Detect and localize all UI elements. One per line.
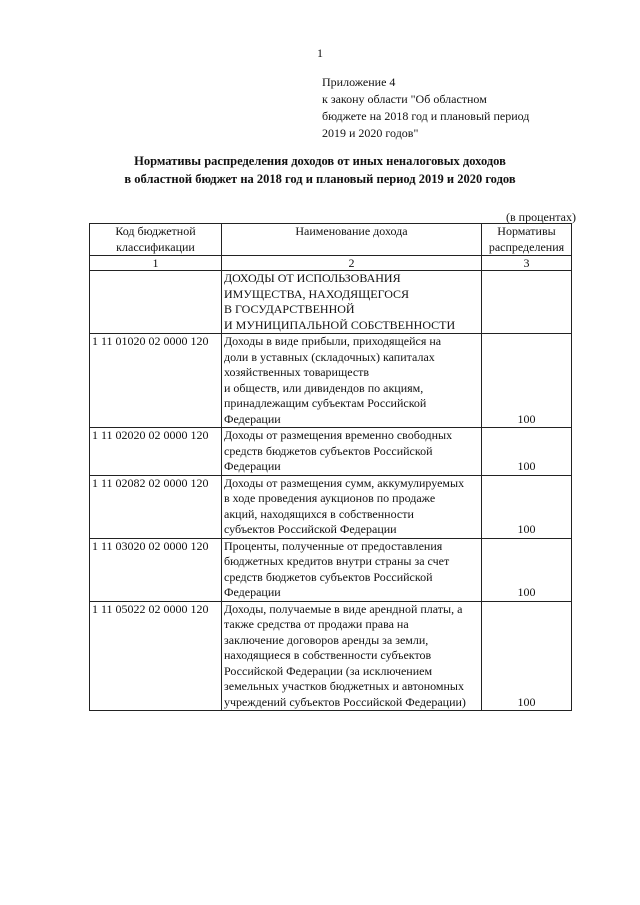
row-name-line: Федерации (224, 585, 281, 599)
row-name-line: также средства от продажи права на (224, 617, 409, 631)
row-norm: 100 (482, 334, 572, 428)
row-name-line: земельных участков бюджетных и автономных (224, 679, 464, 693)
row-name-line: хозяйственных товариществ (224, 365, 370, 379)
distribution-table (89, 223, 572, 711)
row-name (222, 538, 482, 601)
table-row (90, 538, 572, 601)
table-row (90, 475, 572, 538)
row-name-line: Федерации (224, 459, 281, 473)
row-norm: 100 (482, 601, 572, 711)
row-name-line: В ГОСУДАРСТВЕННОЙ (224, 302, 355, 316)
row-name (222, 334, 482, 428)
row-name-line: Российской Федерации (за исключением (224, 663, 433, 678)
row-name (222, 271, 482, 334)
header-name: Наименование дохода (222, 224, 482, 256)
row-name-line: учреждений субъектов Российской Федерации) (224, 694, 466, 709)
row-norm (482, 271, 572, 334)
row-name-line: заключение договоров аренды за земли, (224, 632, 429, 647)
row-name-line: средств бюджетов субъектов Российской (224, 443, 433, 458)
table-row (90, 601, 572, 711)
appendix-line: бюджете на 2018 год и плановый период (322, 109, 530, 123)
title-line: в областной бюджет на 2018 год и плановый период 2019 и 2020 годов (124, 172, 516, 186)
row-name-line: средств бюджетов субъектов Российской (224, 569, 433, 584)
row-name-line: Проценты, полученные от предоставления (224, 538, 443, 553)
row-name-line: находящиеся в собственности субъектов (224, 648, 432, 662)
row-name-line: Доходы, получаемые в виде арендной платы, а (224, 601, 463, 616)
document-title (0, 152, 640, 188)
column-number: 1 (90, 256, 222, 271)
column-number: 3 (482, 256, 572, 271)
appendix-line: Приложение 4 (322, 75, 396, 89)
row-name-line: бюджетных кредитов внутри страны за счет (224, 554, 450, 568)
row-name-line: Федерации (224, 411, 281, 426)
row-code: 1 11 05022 02 0000 120 (90, 601, 222, 711)
header-norm-line: распределения (488, 239, 565, 254)
unit-label: (в процентах) (506, 210, 576, 224)
row-code (90, 271, 222, 334)
row-name-line: доли в уставных (складочных) капиталах (224, 349, 435, 364)
row-code: 1 11 02082 02 0000 120 (90, 475, 222, 538)
table-header-row (90, 224, 572, 256)
row-name-line: И МУНИЦИПАЛЬНОЙ СОБСТВЕННОСТИ (224, 317, 456, 332)
table-row (90, 271, 572, 334)
row-name (222, 475, 482, 538)
table-row (90, 428, 572, 476)
title-line: Нормативы распределения доходов от иных неналоговых доходов (134, 154, 506, 168)
appendix-line: 2019 и 2020 годов" (322, 126, 419, 140)
row-name (222, 428, 482, 476)
row-norm: 100 (482, 475, 572, 538)
row-name-line: ИМУЩЕСТВА, НАХОДЯЩЕГОСЯ (224, 286, 410, 301)
row-code: 1 11 03020 02 0000 120 (90, 538, 222, 601)
header-code-line: классификации (116, 239, 195, 254)
header-norm (482, 224, 572, 256)
row-name-line: принадлежащим субъектам Российской (224, 396, 427, 410)
row-name-line: и обществ, или дивидендов по акциям, (224, 380, 424, 395)
row-name-line: Доходы от размещения сумм, аккумулируемых (224, 475, 465, 490)
row-norm: 100 (482, 538, 572, 601)
appendix-note (322, 74, 582, 142)
appendix-line: к закону области "Об областном (322, 92, 487, 106)
row-name-line: Доходы в виде прибыли, приходящейся на (224, 334, 442, 348)
row-name-line: в ходе проведения аукционов по продаже (224, 491, 436, 505)
row-name-line: акций, находящихся в собственности (224, 506, 414, 521)
column-number: 2 (222, 256, 482, 271)
page-number: 1 (317, 46, 323, 60)
table-row (90, 334, 572, 428)
row-norm: 100 (482, 428, 572, 476)
row-code: 1 11 02020 02 0000 120 (90, 428, 222, 476)
header-code-line: Код бюджетной (115, 224, 196, 238)
header-code (90, 224, 222, 256)
column-number-row (90, 256, 572, 271)
row-name-line: ДОХОДЫ ОТ ИСПОЛЬЗОВАНИЯ (224, 271, 401, 285)
header-norm-line: Нормативы (497, 224, 556, 238)
row-name-line: субъектов Российской Федерации (224, 522, 397, 536)
row-name (222, 601, 482, 711)
row-code: 1 11 01020 02 0000 120 (90, 334, 222, 428)
row-name-line: Доходы от размещения временно свободных (224, 428, 453, 442)
